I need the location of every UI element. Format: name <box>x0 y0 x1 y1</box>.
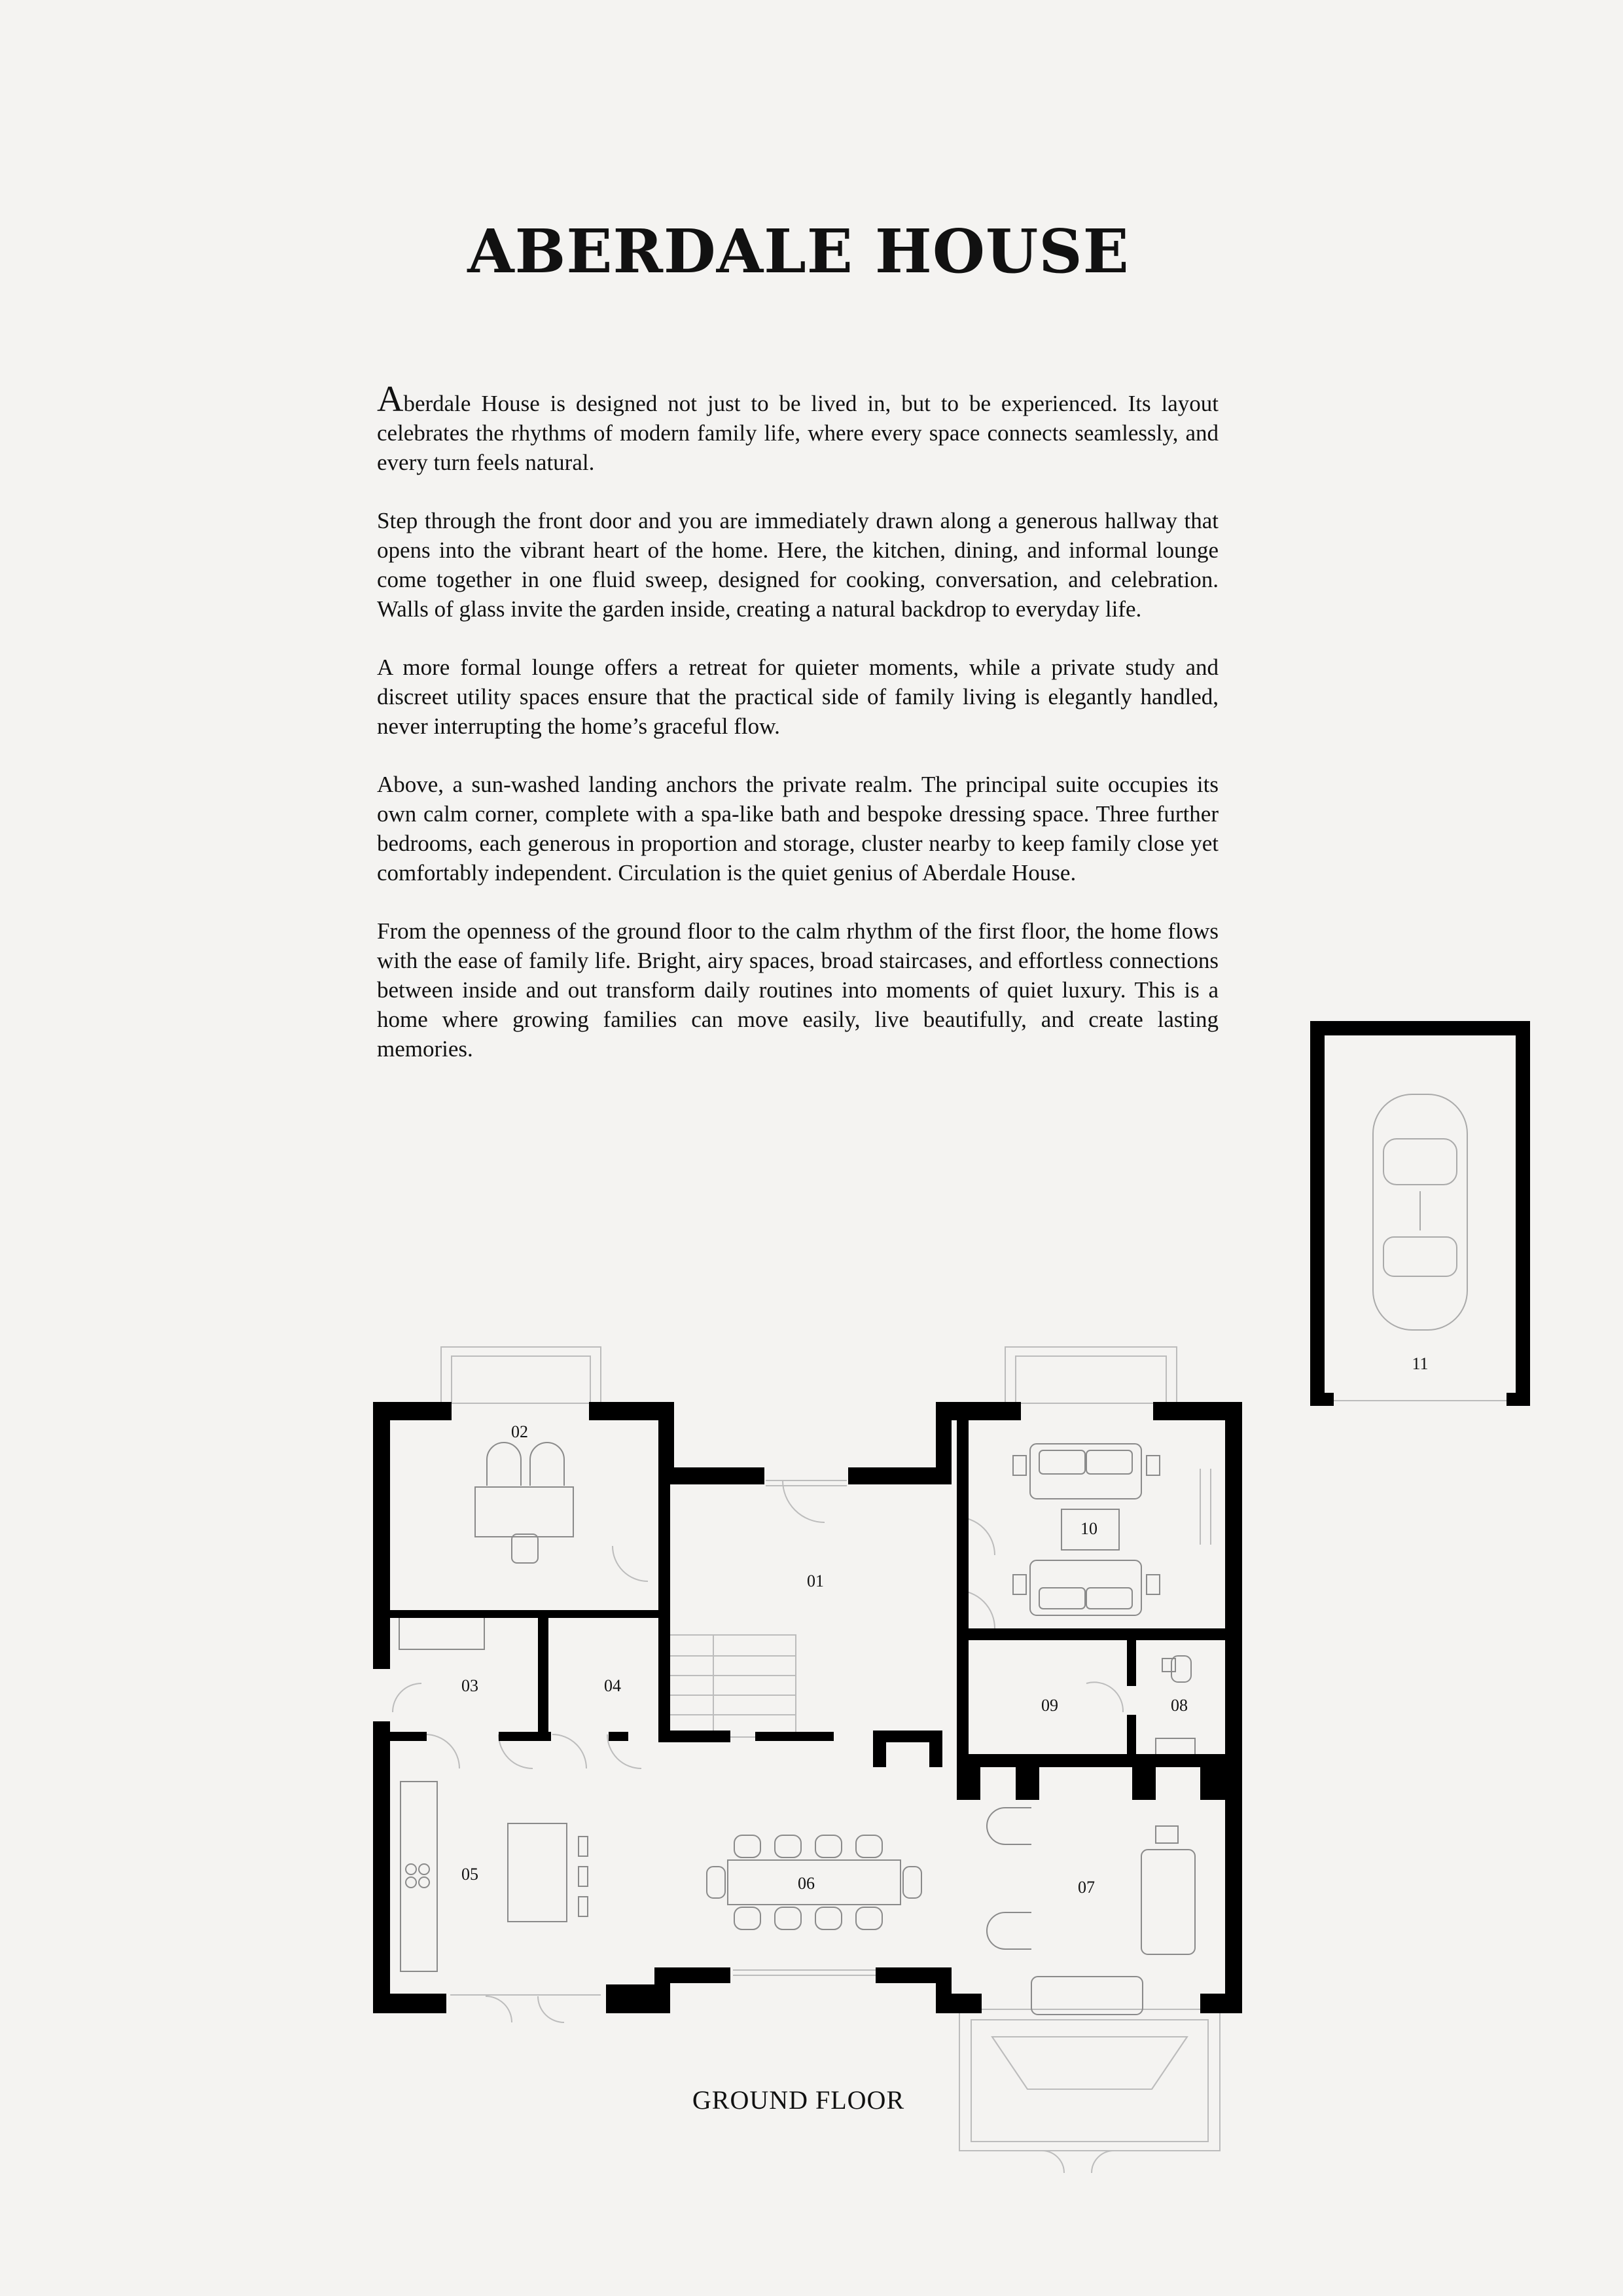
paragraph-4: Above, a sun-washed landing anchors the private realm. The principal suite occupies its own calm corner, complete with a spa-like bath and bespoke dressing space. Three further bedrooms, each generous in proportion and storage, cluster nearby to keep family close yet comfortably independent. Circulation is the quiet genius of Aberdale House. <box>377 772 1219 886</box>
armchair-icon <box>530 1443 564 1486</box>
room-number-05: 05 <box>461 1865 478 1884</box>
garage <box>1310 1021 1530 1406</box>
garage-wall <box>1507 1393 1530 1406</box>
paragraph-5: From the openness of the ground floor to the calm rhythm of the first floor, the home flows with the ease of family life. Bright, airy spaces, broad staircases, and effortless connections between inside and out transform daily routines into moments of quiet luxury. This is a home where growing families can move easily, live beautifully, and create lasting memories. <box>377 918 1219 1062</box>
room-number-04: 04 <box>604 1676 621 1695</box>
desk-chair <box>512 1534 538 1563</box>
garage-wall <box>1310 1393 1334 1406</box>
room-number-09: 09 <box>1041 1696 1058 1715</box>
paragraph-3: A more formal lounge offers a retreat for quieter moments, while a private study and discreet utility spaces ensure that the practical side of family living is elegantly handled, never interrupting the home’s graceful flow. <box>377 655 1219 739</box>
paragraph-2: Step through the front door and you are immediately drawn along a generous hallway that opens into the vibrant heart of the home. Here, the kitchen, dining, and informal lounge come together in one fluid sweep, designed for cooking, conversation, and celebration. Walls of glass invite the garden inside, creating a natural backdrop to everyday life. <box>377 508 1219 622</box>
drop-cap: A <box>377 379 404 420</box>
sofa <box>1141 1850 1195 1954</box>
room-number-01: 01 <box>807 1571 824 1590</box>
garage-wall <box>1310 1021 1530 1035</box>
room-number-08: 08 <box>1171 1696 1188 1715</box>
floor-plan-label: GROUND FLOOR <box>692 2085 905 2115</box>
kitchen-island <box>508 1823 567 1922</box>
room-number-10: 10 <box>1080 1519 1097 1538</box>
sofa <box>1030 1444 1141 1499</box>
room-number-07: 07 <box>1078 1878 1095 1897</box>
room-number-03: 03 <box>461 1676 478 1695</box>
car-icon <box>1373 1094 1467 1330</box>
desk <box>475 1487 573 1537</box>
armchair-icon <box>987 1912 1031 1949</box>
room-number-11: 11 <box>1412 1354 1429 1373</box>
armchair-icon <box>487 1443 521 1486</box>
walls <box>373 1402 1242 2013</box>
page-title: ABERDALE HOUSE <box>467 216 1130 287</box>
garage-wall <box>1516 1021 1530 1406</box>
room-number-02: 02 <box>511 1422 528 1441</box>
furniture <box>399 1443 1195 2015</box>
room-number-06: 06 <box>798 1874 815 1893</box>
paragraph-1-text: berdale House is designed not just to be lived in, but to be experienced. Its layout celebrates the rhythms of modern family life, where every space connects seamlessly, and every turn feels natural. <box>377 391 1219 475</box>
garage-wall <box>1310 1021 1325 1406</box>
armchair-icon <box>987 1808 1031 1844</box>
